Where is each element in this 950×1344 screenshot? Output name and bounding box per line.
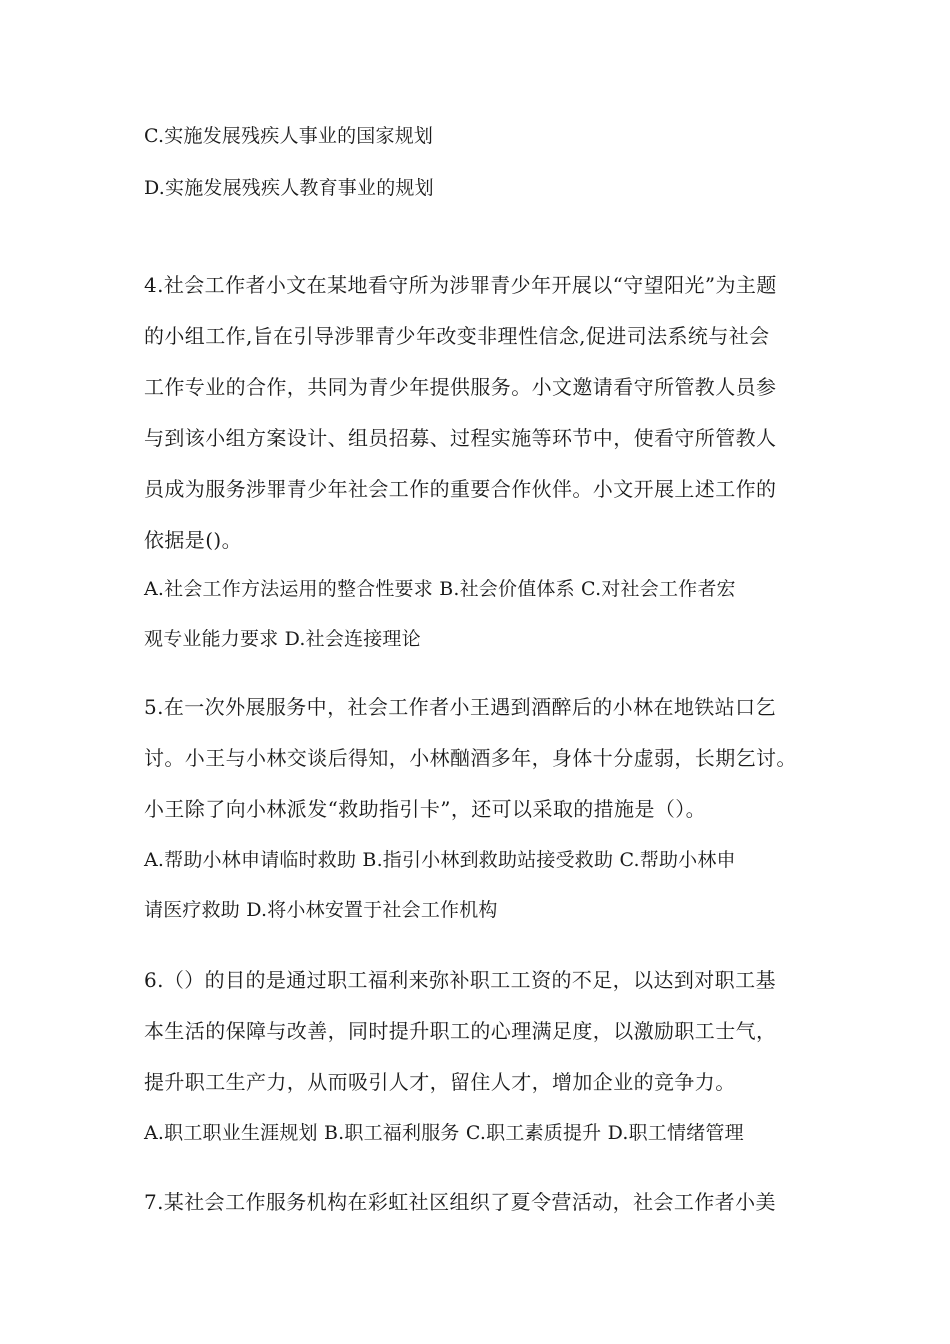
q4-stem-line-2: 的小组工作,旨在引导涉罪青少年改变非理性信念,促进司法系统与社会 — [144, 324, 770, 348]
q4-stem-line-3: 工作专业的合作，共同为青少年提供服务。小文邀请看守所管教人员参 — [144, 375, 777, 399]
q6-stem-line-2: 本生活的保障与改善，同时提升职工的心理满足度，以激励职工士气， — [144, 1019, 777, 1043]
q4-stem-line-4: 与到该小组方案设计、组员招募、过程实施等环节中，使看守所管教人 — [144, 426, 777, 450]
previous-question-option-c: C.实施发展残疾人事业的国家规划 — [144, 125, 434, 147]
q6-stem-line-1: 6.（）的目的是通过职工福利来弥补职工工资的不足，以达到对职工基 — [144, 968, 776, 992]
q5-stem-line-1: 5.在一次外展服务中，社会工作者小王遇到酒醉后的小林在地铁站口乞 — [144, 695, 776, 719]
q4-options-line-2: 观专业能力要求 D.社会连接理论 — [144, 628, 421, 650]
q5-stem-line-2: 讨。小王与小林交谈后得知，小林酗酒多年，身体十分虚弱，长期乞讨。 — [144, 746, 797, 770]
q5-options-line-1: A.帮助小林申请临时救助 B.指引小林到救助站接受救助 C.帮助小林申 — [144, 849, 736, 871]
q5-options-line-2: 请医疗救助 D.将小林安置于社会工作机构 — [144, 899, 498, 921]
q4-options-line-1: A.社会工作方法运用的整合性要求 B.社会价值体系 C.对社会工作者宏 — [144, 578, 736, 600]
q4-stem-line-1: 4.社会工作者小文在某地看守所为涉罪青少年开展以“守望阳光”为主题 — [144, 273, 777, 297]
q5-stem-line-3: 小王除了向小林派发“救助指引卡”，还可以采取的措施是（）。 — [144, 797, 707, 821]
q6-stem-line-3: 提升职工生产力，从而吸引人才，留住人才，增加企业的竞争力。 — [144, 1070, 736, 1094]
q7-stem-line-1: 7.某社会工作服务机构在彩虹社区组织了夏令营活动，社会工作者小美 — [144, 1190, 776, 1214]
previous-question-option-d: D.实施发展残疾人教育事业的规划 — [144, 177, 434, 199]
q4-stem-line-5: 员成为服务涉罪青少年社会工作的重要合作伙伴。小文开展上述工作的 — [144, 477, 777, 501]
q4-stem-line-6: 依据是()。 — [144, 528, 243, 552]
q6-options-line-1: A.职工职业生涯规划 B.职工福利服务 C.职工素质提升 D.职工情绪管理 — [144, 1122, 744, 1144]
